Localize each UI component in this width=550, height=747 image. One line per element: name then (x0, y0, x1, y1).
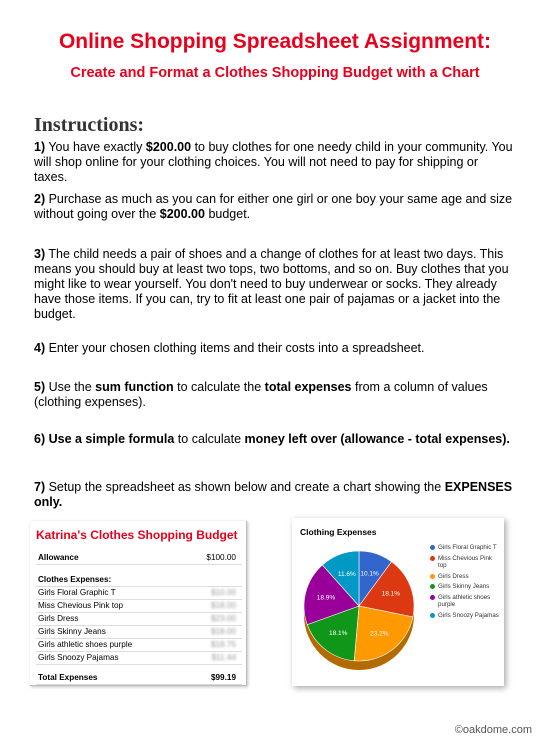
item-name: Girls athletic shoes purple (38, 640, 133, 649)
step-6: 6) Use a simple formula to calculate money left over (allowance - total expenses). (34, 432, 510, 446)
item-value: $23.00 (210, 614, 236, 623)
table-row (36, 586, 242, 600)
step-4: 4) Enter your chosen clothing items and their costs into a spreadsheet. (34, 341, 425, 355)
legend-entry (430, 555, 502, 570)
legend-swatch (430, 545, 435, 550)
legend-entry (430, 583, 502, 591)
legend-label: Girls Floral Graphic T (438, 544, 497, 551)
item-name: Miss Chevious Pink top (38, 601, 124, 610)
chart-legend (430, 544, 502, 622)
legend-label: Girls Skinny Jeans (438, 583, 490, 590)
table-row (36, 651, 242, 665)
legend-label: Girls Dress (438, 572, 469, 580)
legend-label: Girls athletic shoes purple (438, 593, 491, 608)
item-value: $18.00 (210, 627, 236, 636)
legend-swatch (430, 584, 435, 589)
slice-label: 11.6% (337, 571, 356, 579)
table-row (36, 612, 242, 626)
item-value: $18.75 (210, 640, 236, 649)
total-label: Total Expenses (38, 673, 98, 682)
allowance-value: $100.00 (206, 553, 236, 562)
total-value: $99.19 (210, 673, 236, 682)
item-value: $10.00 (210, 588, 236, 597)
slice-label: 18.1% (328, 630, 348, 638)
expenses-header-row (36, 573, 242, 587)
allowance-row (36, 551, 242, 565)
legend-label: Miss Chevious Pink top (438, 554, 492, 569)
legend-entry (430, 573, 502, 581)
item-value: $18.00 (210, 601, 236, 610)
table-row (36, 638, 242, 652)
total-row (36, 671, 242, 685)
legend-swatch (430, 613, 435, 618)
page-subtitle: Create and Format a Clothes Shopping Budget with a Chart (70, 65, 480, 81)
legend-entry (430, 594, 502, 609)
legend-swatch (430, 574, 435, 579)
item-value: $11.44 (211, 653, 236, 662)
legend-swatch (430, 556, 435, 561)
slice-label: 18.9% (316, 594, 336, 602)
expenses-label: Clothes Expenses: (38, 575, 112, 584)
copyright-footer: ©oakdome.com (454, 724, 532, 736)
legend-entry (430, 612, 502, 620)
table-row (36, 625, 242, 639)
spreadsheet-title: Katrina's Clothes Shopping Budget (36, 528, 238, 542)
page-title: Online Shopping Spreadsheet Assignment: (58, 30, 492, 53)
spreadsheet-example (30, 521, 247, 686)
step-5: 5) Use the sum function to calculate the total expenses from a column of values (clothing expenses). (34, 380, 488, 409)
item-name: Girls Skinny Jeans (38, 627, 106, 636)
step-1: 1) You have exactly $200.00 to buy clothes for one needy child in your community. You will shop online for your clothing choices. You will not need to pay for shipping or taxes. (34, 140, 513, 184)
item-name: Girls Floral Graphic T (38, 588, 116, 597)
step-3: 3) The child needs a pair of shoes and a change of clothes for at least two days. This means you should buy at least two tops, two bottoms, and so on. Buy clothes that you might like to wear yourself. You don't need to buy underwear or socks. They already have those items. If you can, try to fit at least one pair of pajamas or a jacket into the budget. (34, 247, 509, 321)
legend-entry (430, 544, 502, 552)
step-2: 2) Purchase as much as you can for either one girl or one boy your same age and size without going over the $200.00 budget. (34, 192, 513, 221)
legend-label: Girls Snoozy Pajamas (438, 611, 499, 619)
slice-label: 10.1% (360, 570, 379, 578)
instructions-heading: Instructions: (34, 114, 145, 136)
step-7: 7) Setup the spreadsheet as shown below and create a chart showing the EXPENSES only. (34, 480, 513, 509)
allowance-label: Allowance (38, 553, 79, 562)
pie-chart-card (292, 518, 504, 686)
slice-label: 23.2% (370, 630, 389, 638)
pie-chart (294, 544, 424, 684)
item-name: Girls Snoozy Pajamas (38, 653, 119, 662)
item-name: Girls Dress (38, 614, 79, 623)
legend-swatch (430, 595, 435, 600)
slice-label: 18.1% (381, 590, 401, 598)
chart-title: Clothing Expenses (300, 527, 377, 537)
table-row (36, 599, 242, 613)
